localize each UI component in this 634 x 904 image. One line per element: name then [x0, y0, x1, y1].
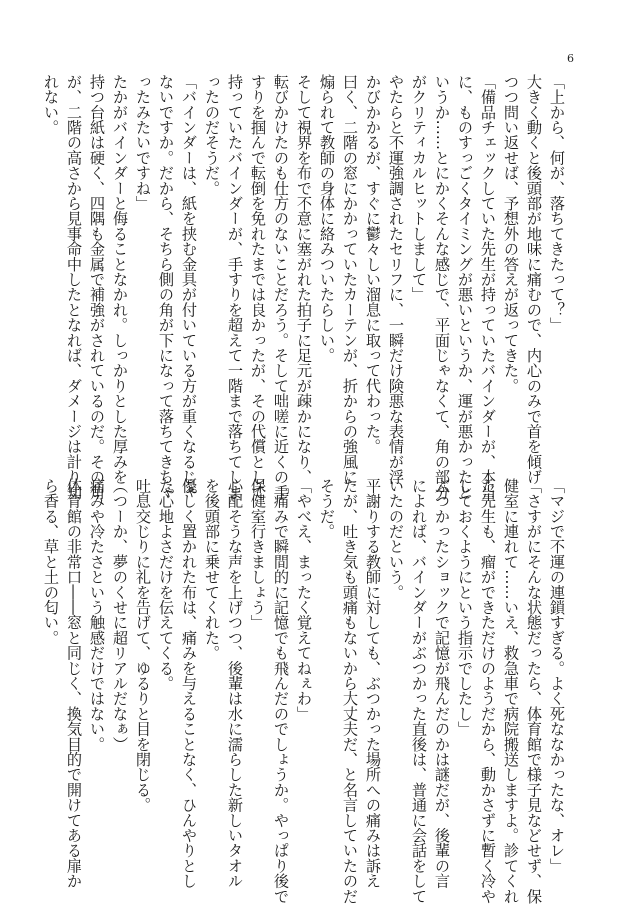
text-column: 「痛みで瞬間的に記憶でも飛んだのでしょうか。やっぱり後で — [272, 478, 290, 904]
text-column: 体育館の非常口――窓と同じく、換気目的で開けてある扉か — [65, 478, 83, 889]
text-column: 健室に連れて……いえ、救急車で病院搬送しますよ。診てくれ — [502, 478, 520, 904]
text-column: 曰く、二階の窓にかかっていたカーテンが、折からの強風に — [341, 74, 359, 485]
text-column: ないですか。だから、そちら側の角が下になって落ちてきちゃ — [157, 74, 175, 500]
text-column: しておくようにという指示でしたし」 — [456, 478, 474, 737]
text-column: 転びかけたのも仕方のないことだろう。そして咄嗟に近くの手 — [272, 74, 290, 500]
text-column: たかがバインダーと侮ることなかれ。しっかりとした厚みを — [111, 74, 129, 485]
text-column: ったのだそうだ。 — [203, 74, 221, 196]
text-column: つつ問い返せば、予想外の答えが返ってきた。 — [502, 74, 520, 394]
text-column: 優しく置かれた布は、痛みを与えることなく、ひんやりとし — [180, 478, 198, 889]
text-column: 保健室行きましょう」 — [249, 478, 267, 630]
text-column: 心配そうな声を上げつつ、後輩は水に濡らした新しいタオル — [226, 478, 244, 889]
text-column: ったみたいですね」 — [134, 74, 152, 211]
text-column: に、ものすっごくタイミングが悪いというか、運が悪かったと — [456, 74, 474, 500]
text-column: かびかかるが、すぐに鬱々しい溜息に取って代わった。 — [364, 74, 382, 454]
text-column: （つーか、夢のくせに超リアルだなぁ） — [111, 478, 129, 752]
text-column: がクリティカルヒットしまして」 — [410, 74, 428, 302]
text-column: 「上から、何が、落ちてきたって？」 — [548, 74, 566, 333]
page-number: 6 — [567, 52, 574, 65]
text-column: すりを掴んで転倒を免れたまでは良かったが、その代償として — [249, 74, 267, 500]
text-column: 「マジで不運の連鎖すぎる。よく死ななかったな、オレ」 — [548, 478, 566, 874]
text-column: た先生も、瘤ができただけのようだから、動かさずに暫く冷や — [479, 478, 497, 904]
text-column: やたらと不運強調されたセリフに、一瞬だけ険悪な表情が浮 — [387, 74, 405, 485]
text-column: 「やべえ、まったく覚えてねぇわ」 — [295, 478, 313, 722]
text-column: 持つ台紙は硬く、四隅も金属で補強がされているのだ。その角 — [88, 74, 106, 500]
text-column: そうだ。 — [318, 478, 336, 539]
text-block-bottom — [42, 478, 568, 904]
text-column: 「さすがにそんな状態だったら、体育館で様子見などせず、保 — [525, 478, 543, 904]
text-column: が、二階の高さから見事命中したとなれば、ダメージは計り知 — [65, 74, 83, 500]
text-column: 「備品チェックしていた先生が持っていたバインダーが、本当 — [479, 74, 497, 500]
text-column: ぶつかったショックで記憶が飛んだのかは謎だが、後輩の言 — [433, 478, 451, 889]
text-column: 大きく動くと後頭部が地味に痛むので、内心のみで首を傾げ — [525, 74, 543, 485]
text-column: 煽られて教師の身体に絡みついたらしい。 — [318, 74, 336, 363]
text-column: ら香る、草と土の匂い。 — [42, 478, 60, 646]
text-column: 吐息交じりに礼を告げて、ゆるりと目を閉じる。 — [134, 478, 152, 813]
text-column: によれば、バインダーがぶつかった直後は、普通に会話をして — [410, 478, 428, 904]
text-column: 痛みや冷たさという触感だけではない。 — [88, 478, 106, 752]
text-column: そして視界を布で不意に塞がれた拍子に足元が疎かになり、 — [295, 74, 313, 485]
text-column: た心地よさだけを伝えてくる。 — [157, 478, 175, 691]
text-block-top — [42, 74, 568, 500]
text-column: いうか……とにかくそんな感じで、平面じゃなくて、角の部分 — [433, 74, 451, 500]
text-column: を後頭部に乗せてくれた。 — [203, 478, 221, 661]
text-column: れない。 — [42, 74, 60, 135]
text-column: 平謝りする教師に対しても、ぶつかった場所への痛みは訴え — [364, 478, 382, 889]
text-column: いたのだという。 — [387, 478, 405, 600]
text-column: 持っていたバインダーが、手すりを超えて一階まで落ちてしま — [226, 74, 244, 500]
text-column: たが、吐き気も頭痛もないから大丈夫だ、と名言していたのだ — [341, 478, 359, 904]
text-column: 「バインダーは、紙を挟む金具が付いている方が重くなるじゃ — [180, 74, 198, 500]
